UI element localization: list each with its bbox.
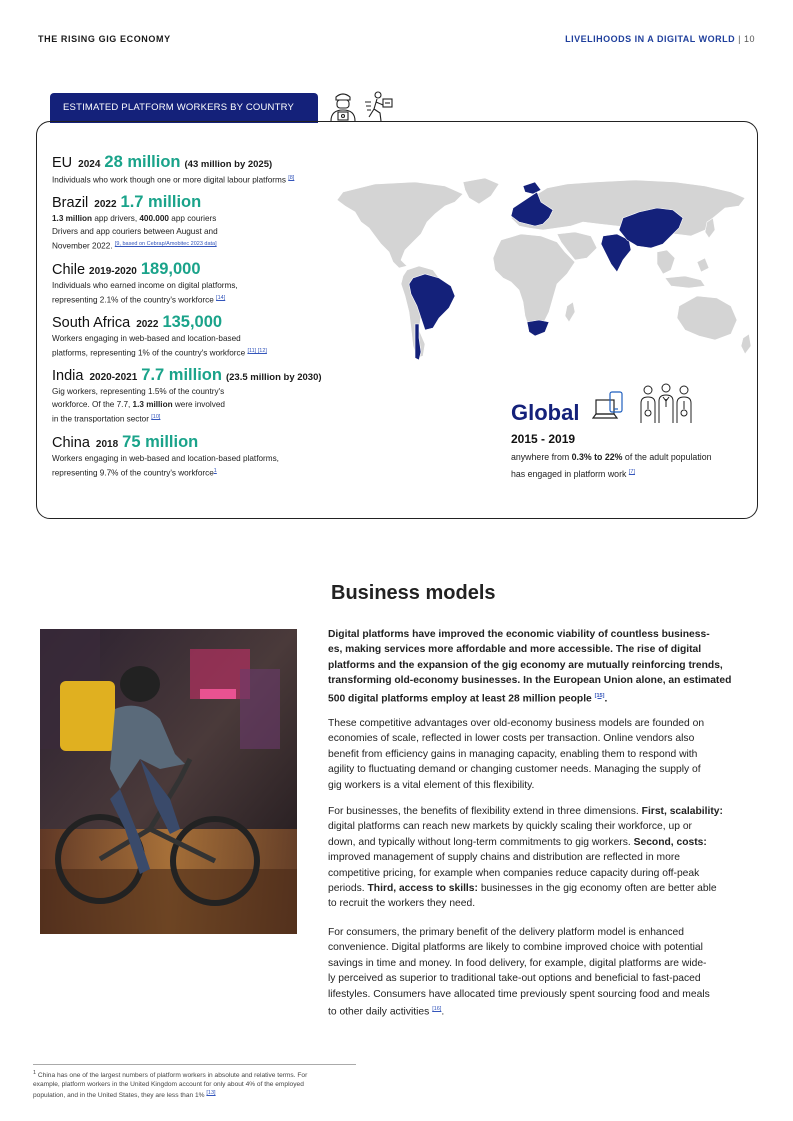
stat-year: 2019-2020 bbox=[89, 266, 137, 277]
infobox-tab-title: ESTIMATED PLATFORM WORKERS BY COUNTRY bbox=[50, 93, 318, 123]
stat-brazil bbox=[52, 193, 218, 253]
body-line: improved management of supply chains and distribution are reflected in more bbox=[328, 852, 680, 864]
lead-line: Digital platforms have improved the economic viability of countless business- bbox=[328, 629, 710, 640]
stat-description: representing 9.7% of the country's workforce bbox=[52, 468, 214, 478]
global-desc-text: of the adult population bbox=[622, 452, 712, 462]
body-line: ly perceived as superior to traditional take-out options and beneficial to fast-paced bbox=[328, 973, 701, 985]
map-africa bbox=[493, 234, 575, 334]
delivery-runner-icon bbox=[364, 90, 396, 122]
body-text: For businesses, the benefits of flexibility extend in three dimensions. bbox=[328, 806, 642, 817]
global-range-value: 0.3% to 22% bbox=[571, 452, 623, 462]
lead-line: es, making services more affordable and more accessible. The rise of digital bbox=[328, 644, 702, 656]
global-desc-text: anywhere from bbox=[511, 452, 572, 462]
body-line: lifestyles. Consumers have allocated time previously spent sourcing food and meals bbox=[328, 988, 710, 1000]
footnote-line: China has one of the largest numbers of platform workers in absolute and relative terms. For bbox=[37, 1072, 308, 1080]
stat-chile bbox=[52, 260, 238, 307]
citation-link[interactable]: [14] bbox=[216, 295, 226, 301]
running-header-title: THE RISING GIG ECONOMY bbox=[38, 34, 171, 44]
paragraph-businesses bbox=[328, 804, 753, 912]
footnote bbox=[33, 1069, 363, 1100]
stat-bold-value: 1.3 million bbox=[132, 400, 173, 409]
body-line: agility to fluctuating demand or changing customer needs. Managing the supply of bbox=[328, 764, 701, 776]
body-line: competitive pricing, for example when companies reduce capacity during off-peak bbox=[328, 867, 700, 879]
citation-link[interactable]: [8] bbox=[288, 175, 295, 181]
country-name: Chile bbox=[52, 262, 86, 278]
citation-link[interactable]: [16] bbox=[432, 1006, 442, 1013]
header-separator: | bbox=[738, 34, 741, 44]
lead-line: 500 digital platforms employ at least 28 million people bbox=[328, 693, 592, 705]
stat-description: Workers engaging in web-based and location-based platforms, bbox=[52, 454, 279, 463]
global-years: 2015 - 2019 bbox=[511, 432, 576, 446]
stat-figure: 189,000 bbox=[140, 260, 201, 278]
stat-south-africa bbox=[52, 313, 267, 360]
stat-figure: 7.7 million bbox=[141, 366, 222, 384]
stat-figure: 1.7 million bbox=[120, 193, 202, 211]
footnote-divider bbox=[33, 1064, 356, 1065]
stat-description: in the transportation sector bbox=[52, 414, 149, 424]
body-line: For consumers, the primary benefit of the delivery platform model is enhanced bbox=[328, 927, 684, 938]
body-line: savings in time and money. In food delivery, for example, digital platforms are wide- bbox=[328, 957, 707, 969]
courier-person-icon bbox=[326, 90, 360, 122]
stat-eu bbox=[52, 153, 294, 187]
lead-paragraph: Digital platforms have improved the economic viability of countless business- es, making services more affordable and more accessible. The rise of digital platforms and the expansion of the gig economy are mutually reinforcing trends, transforming old-economy businesses. In the European Union alone, an estimated 500 digital platforms employ at least 28 million people [15]. bbox=[328, 627, 753, 706]
people-group-icon bbox=[638, 383, 694, 425]
map-australia bbox=[677, 296, 737, 340]
map-greenland bbox=[463, 178, 499, 204]
footnote-line: population, and in the United States, they are less than 1% bbox=[33, 1092, 205, 1100]
stat-year: 2020-2021 bbox=[89, 372, 138, 383]
stat-description: representing 2.1% of the country's workforce bbox=[52, 295, 214, 305]
stat-description: workforce. Of the 7.7, bbox=[52, 400, 133, 409]
stat-description: platforms, representing 1% of the country's workforce bbox=[52, 348, 246, 358]
stat-description: app drivers, bbox=[92, 214, 140, 223]
section-title: LIVELIHOODS IN A DIGITAL WORLD bbox=[565, 34, 736, 44]
stat-description: Gig workers, representing 1.5% of the country's bbox=[52, 387, 225, 396]
stat-year: 2024 bbox=[78, 159, 101, 170]
body-line: economies of scale, reflected in lower costs per transaction. Online vendors also bbox=[328, 733, 695, 745]
body-line: These competitive advantages over old-economy business models are founded on bbox=[328, 718, 705, 729]
paragraph-advantages bbox=[328, 716, 753, 793]
footnote-marker[interactable]: 1 bbox=[213, 468, 217, 474]
stat-bold-value: 1.3 million bbox=[52, 214, 93, 223]
body-text: businesses in the gig economy often are better able bbox=[477, 883, 717, 895]
lead-line: transforming old-economy businesses. In the European Union alone, an estimated bbox=[328, 675, 732, 687]
page-number: 10 bbox=[743, 34, 755, 44]
citation-link[interactable]: [10] bbox=[151, 414, 161, 420]
stat-india bbox=[52, 366, 322, 426]
map-north-america bbox=[337, 182, 463, 268]
stat-china bbox=[52, 433, 279, 480]
stat-description: Individuals who work though one or more digital labour platforms bbox=[52, 175, 286, 185]
stat-description: were involved bbox=[172, 400, 225, 409]
body-line: convenience. Digital platforms are likely to combine improved choice with potential bbox=[328, 942, 703, 954]
global-desc-text: has engaged in platform work bbox=[511, 468, 627, 479]
citation-link[interactable]: [13] bbox=[206, 1090, 216, 1097]
body-line: to recruit the workers they need. bbox=[328, 898, 476, 910]
citation-link[interactable]: [15] bbox=[594, 692, 605, 699]
footnote-marker: 1 bbox=[33, 1070, 37, 1076]
stat-figure: 135,000 bbox=[162, 313, 223, 331]
citation-link[interactable]: [11] [12] bbox=[247, 348, 267, 354]
photo-delivery-cyclist bbox=[40, 629, 297, 934]
body-line: to other daily activities bbox=[328, 1006, 430, 1018]
body-bold: First, scalability: bbox=[641, 806, 723, 817]
country-name: South Africa bbox=[52, 315, 131, 331]
citation-link[interactable]: [7] bbox=[628, 469, 635, 475]
global-description bbox=[511, 450, 751, 482]
stat-description: Drivers and app couriers between August and bbox=[52, 227, 218, 236]
stat-year: 2022 bbox=[94, 199, 117, 210]
stat-projection: (23.5 million by 2030) bbox=[225, 372, 322, 383]
world-map bbox=[335, 178, 755, 368]
stat-description: app couriers bbox=[168, 214, 217, 223]
country-name: EU bbox=[52, 155, 73, 171]
stat-year: 2018 bbox=[95, 439, 119, 450]
stat-figure: 28 million bbox=[104, 153, 181, 171]
stat-description: November 2022. bbox=[52, 241, 113, 251]
stat-projection: (43 million by 2025) bbox=[184, 159, 273, 170]
paragraph-consumers: For consumers, the primary benefit of the delivery platform model is enhanced convenience. Digital platforms are likely to combine improved choice with potential savings in time and money. In food delivery, for example, digital platforms are wide- ly perceived as superior to traditional take-out options and beneficial to fast-paced lifestyles. Consumers have allocated time previously spent sourcing food and meals to other daily activities [16]. bbox=[328, 925, 753, 1020]
body-bold: Second, costs: bbox=[633, 836, 707, 848]
country-name: Brazil bbox=[52, 195, 89, 211]
stat-description: Individuals who earned income on digital platforms, bbox=[52, 281, 238, 290]
citation-link[interactable]: [9, based on Cebrap/Amobitec 2023 data] bbox=[114, 241, 217, 247]
global-title: Global bbox=[511, 400, 580, 425]
stat-description: Workers engaging in web-based and location-based bbox=[52, 334, 241, 343]
stat-figure: 75 million bbox=[122, 433, 199, 451]
section-heading: Business models bbox=[331, 582, 496, 604]
body-line: digital platforms can reach new markets by quickly scaling their workforce, up or bbox=[328, 821, 692, 833]
body-line: benefit from efficiency gains in managing capacity, enabling them to respond with bbox=[328, 748, 698, 760]
body-text: down, and typically without long-term commitments to gig workers. bbox=[328, 836, 634, 848]
body-text: periods. bbox=[328, 883, 368, 895]
footnote-line: example, platform workers in the United Kingdom account for only about 4% of the employed bbox=[33, 1081, 304, 1089]
lead-line: platforms and the expansion of the gig economy are mutually reinforcing trends, bbox=[328, 659, 723, 671]
body-bold: Third, access to skills: bbox=[367, 883, 478, 895]
stat-bold-value: 400.000 bbox=[139, 214, 169, 223]
running-header-right bbox=[565, 34, 755, 44]
body-line: gig workers is a vital element of this flexibility. bbox=[328, 779, 535, 791]
country-name: India bbox=[52, 368, 84, 384]
stat-year: 2022 bbox=[136, 319, 159, 330]
laptop-phone-icon bbox=[592, 390, 628, 424]
country-name: China bbox=[52, 435, 90, 451]
map-south-africa-highlight bbox=[527, 320, 549, 336]
